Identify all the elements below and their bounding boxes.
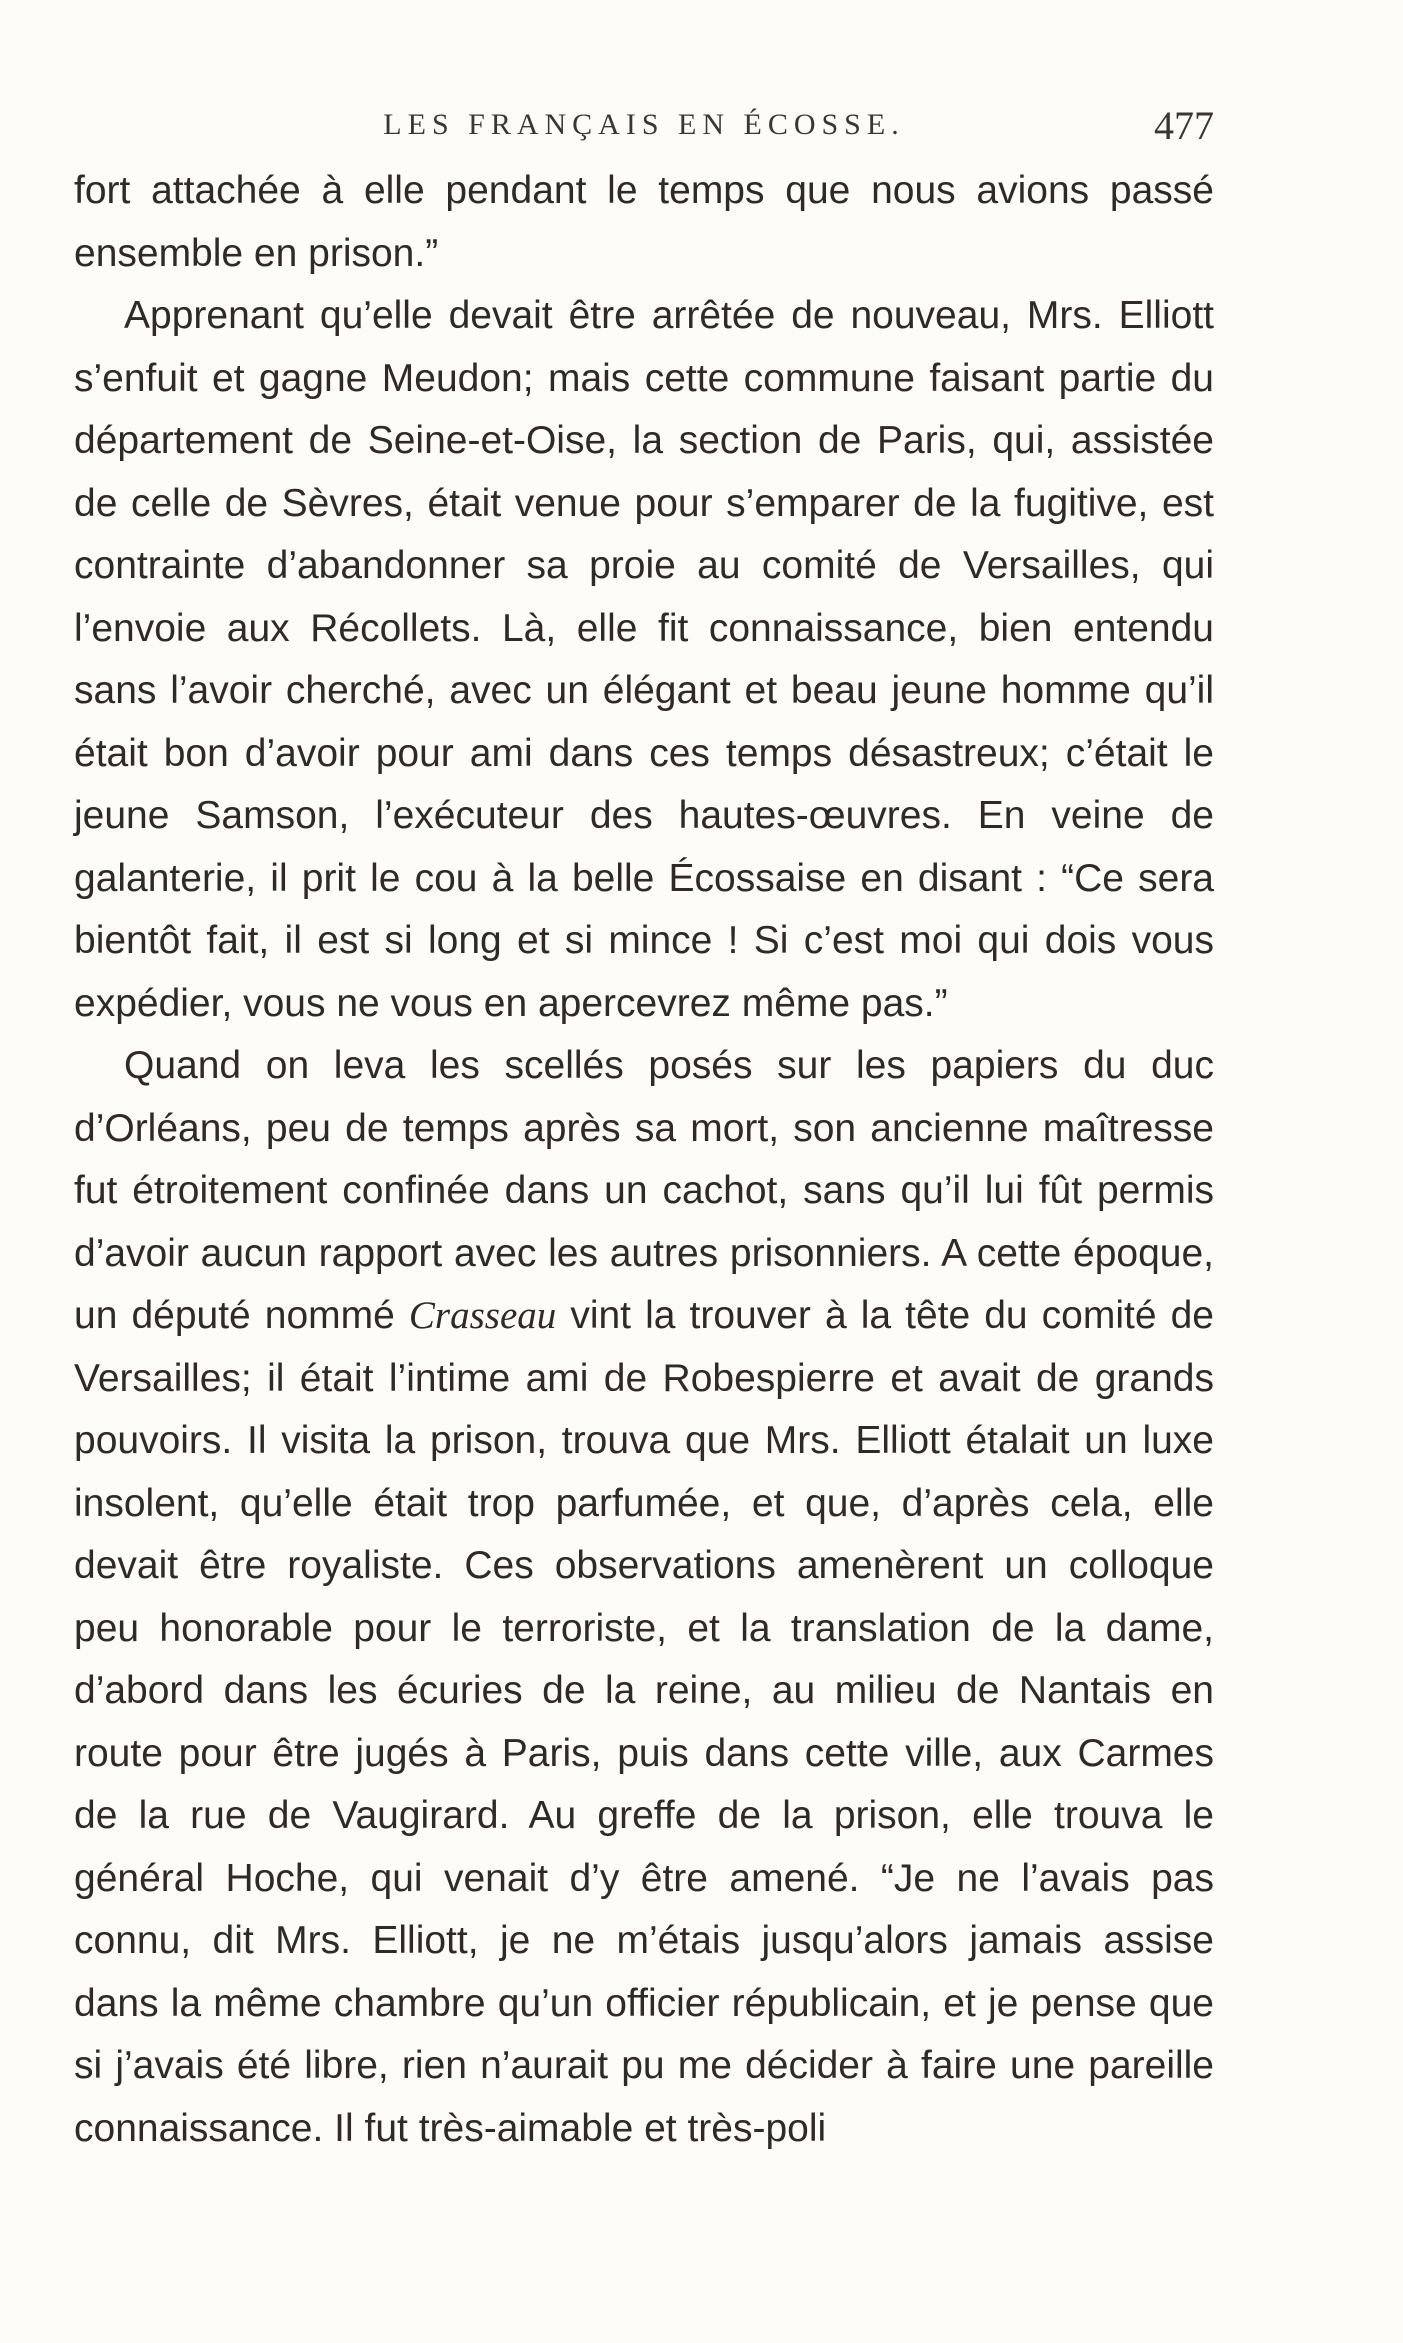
paragraph-text-before: Quand on leva les scellés posés sur les papiers du duc d’Orléans, peu de temps après sa mort, son ancienne maîtresse fut étroitement confinée dans un cachot, sans qu’il lui fût permis d’avoir aucun rapport avec les autres prisonniers. A cette époque, un député nommé — [74, 1044, 1214, 1337]
running-title: LES FRANÇAIS EN ÉCOSSE. — [383, 108, 905, 141]
page-number: 477 — [1154, 103, 1214, 148]
running-head — [74, 100, 1214, 150]
paragraph-continuation — [74, 160, 1214, 285]
body-text — [74, 160, 1214, 2160]
paragraph-seals-lifted — [74, 1035, 1214, 2160]
paragraph-elliott-flight — [74, 285, 1214, 1035]
paragraph-text: fort attachée à elle pendant le temps que nous avions passé ensemble en prison.” — [74, 169, 1214, 275]
paragraph-text-after: vint la trouver à la tête du comité de Versailles; il était l’intime ami de Robespierre et avait de grands pouvoirs. Il visita la prison, trouva que Mrs. Elliott étalait un luxe insolent, qu’elle était trop parfumée, et que, d’après cela, elle devait être royaliste. Ces observations amenèrent un colloque peu honorable pour le terroriste, et la translation de la dame, d’abord dans les écuries de la reine, au milieu de Nantais en route pour être jugés à Paris, puis dans cette ville, aux Carmes de la rue de Vaugirard. Au greffe de la prison, elle trouva le général Hoche, qui venait d’y être amené. “Je ne l’avais pas connu, dit Mrs. Elliott, je ne m’étais jusqu’alors jamais assise dans la même chambre qu’un officier républicain, et je pense que si j’avais été libre, rien n’aurait pu me décider à faire une pareille connaissance. Il fut très-aimable et très-poli — [74, 1294, 1214, 2150]
paragraph-text: Apprenant qu’elle devait être arrêtée de nouveau, Mrs. Elliott s’enfuit et gagne Meudon; mais cette commune faisant partie du département de Seine-et-Oise, la section de Paris, qui, assistée de celle de Sèvres, était venue pour s’emparer de la fugitive, est contrainte d’abandonner sa proie au comité de Versailles, qui l’envoie aux Récollets. Là, elle fit connaissance, bien entendu sans l’avoir cherché, avec un élégant et beau jeune homme qu’il était bon d’avoir pour ami dans ces temps désastreux; c’était le jeune Samson, l’exécuteur des hautes-œuvres. En veine de galanterie, il prit le cou à la belle Écossaise en disant : “Ce sera bientôt fait, il est si long et si mince ! Si c’est moi qui dois vous expédier, vous ne vous en apercevrez même pas.” — [74, 294, 1214, 1025]
italic-name-crasseau: Crasseau — [408, 1294, 557, 1337]
